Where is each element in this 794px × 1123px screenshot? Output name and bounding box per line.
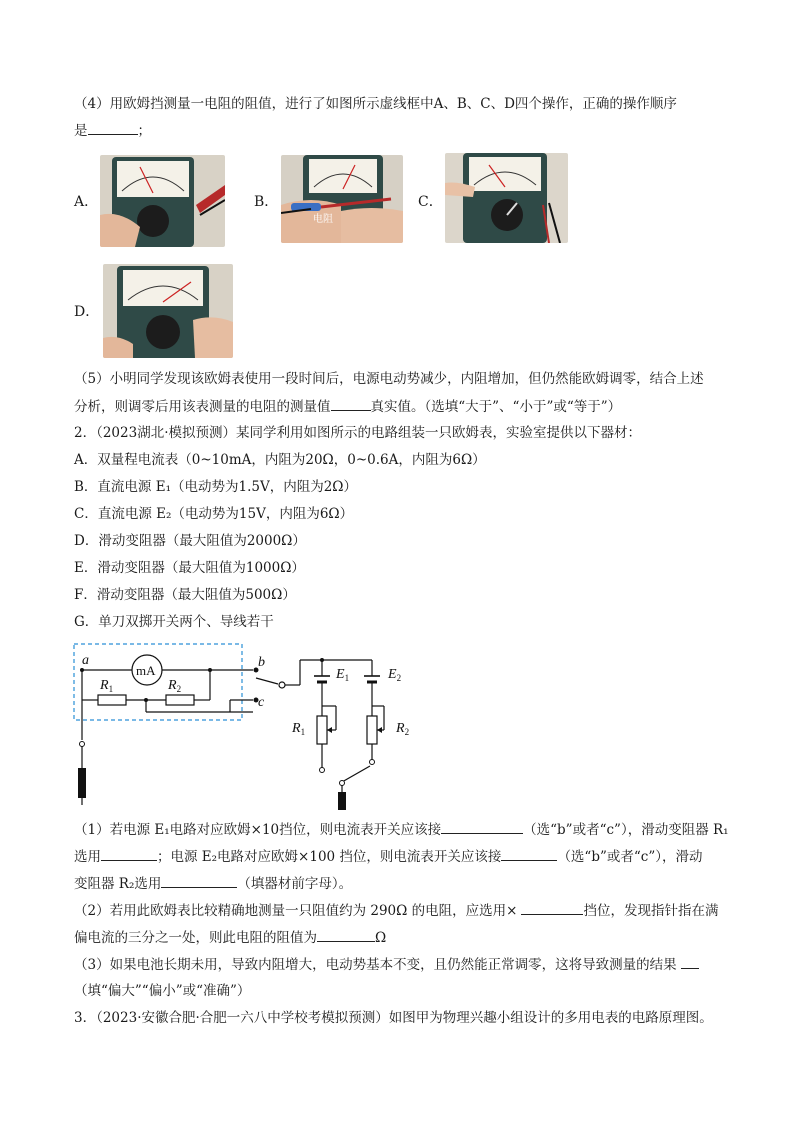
q2-p3-blank[interactable]: [681, 954, 699, 969]
q2-p1-text-d: ；电源 E₂电路对应欧姆×100 挡位，则电流表开关应该接: [157, 849, 502, 865]
q2-p1-blank-3[interactable]: [501, 846, 557, 861]
q2-p2-line1: [74, 900, 718, 921]
q2-p3-line1: [74, 954, 699, 975]
q4-answer-blank[interactable]: [88, 120, 138, 135]
q3-stem: 3．（2023·安徽合肥·合肥一六八中学校考模拟预测）如图甲为物理兴趣小组设计的多用电表的电路原理图。: [74, 1010, 713, 1026]
rheostat-r2: [367, 716, 377, 744]
q2-item-b: B．直流电源 E₁（电动势为1.5V，内阻为2Ω）: [74, 479, 357, 495]
photo-d-multimeter: [103, 264, 233, 358]
q2-p1-blank-4[interactable]: [161, 873, 237, 888]
photo-b-resistor-label: 电阻: [313, 214, 333, 225]
q2-item-g: G．单刀双掷开关两个、导线若干: [74, 614, 274, 630]
label-b: b: [258, 655, 265, 670]
q2-p2-text-d: Ω: [375, 930, 387, 946]
q2-p1-text-b: （选“b”或者“c”），滑动变阻器 R₁: [523, 822, 729, 838]
q2-item-f: F．滑动变阻器（最大阻值为500Ω）: [74, 587, 296, 603]
svg-text:R1: $R_1$: [100, 678, 114, 694]
q2-p1-text-c: 选用: [74, 849, 101, 865]
q2-p2-blank-1[interactable]: [521, 900, 583, 915]
svg-text:E2: $E_2$: [388, 667, 402, 683]
probe-right: [338, 792, 346, 810]
q2-item-a: A．双量程电流表（0~10mA，内阻为20Ω，0~0.6A，内阻为6Ω）: [74, 452, 486, 468]
rheostat-r1: [317, 716, 327, 744]
photo-a-multimeter: [100, 155, 225, 247]
label-c: c: [258, 695, 265, 710]
ohmmeter-circuit-diagram: [70, 640, 430, 810]
svg-text:R2: $R_2$: [396, 721, 410, 737]
q5-line2-prefix: 分析，则调零后用该表测量的电阻的测量值: [74, 399, 331, 415]
q2-item-d: D．滑动变阻器（最大阻值为2000Ω）: [74, 533, 306, 549]
lower-switch: [342, 766, 370, 782]
q2-p1-line3: [74, 873, 352, 894]
q2-p1-text-a: （1）若电源 E₁电路对应欧姆×10挡位，则电流表开关应该接: [74, 822, 442, 838]
meter-label: mA: [136, 663, 156, 678]
selector-switch: [256, 678, 278, 684]
q4-answer-suffix: ；: [137, 123, 151, 139]
q2-p2-text-a: （2）若用此欧姆表比较精确地测量一只阻值约为 290Ω 的电阻，应选用×: [74, 903, 518, 919]
q4-text: （4）用欧姆挡测量一电阻的阻值，进行了如图所示虚线框中A、B、C、D四个操作，正确的操作顺序: [74, 96, 677, 112]
q2-item-e: E．滑动变阻器（最大阻值为1000Ω）: [74, 560, 305, 576]
q2-p3-line2: （填“偏大”“偏小”或“准确”）: [74, 983, 251, 999]
probe-left: [78, 768, 86, 798]
svg-text:R1: $R_1$: [292, 721, 306, 737]
resistor-r1-meter: [98, 695, 126, 705]
q2-p1-line2: [74, 846, 703, 867]
q5-line2-suffix: 真实值。（选填“大于”、“小于”或“等于”）: [370, 399, 622, 415]
q2-item-c: C．直流电源 E₂（电动势为15V，内阻为6Ω）: [74, 506, 354, 522]
q2-p2-blank-2[interactable]: [317, 927, 375, 942]
svg-text:R2: $R_2$: [168, 678, 182, 694]
q2-stem: 2．（2023湖北·模拟预测）某同学利用如图所示的电路组装一只欧姆表，实验室提供以下器材：: [74, 425, 641, 441]
option-a-label: A．: [74, 194, 99, 210]
q2-p3-text-a: （3）如果电池长期未用，导致内阻增大，电动势基本不变，且仍然能正常调零，这将导致测量的结果: [74, 957, 677, 973]
option-d-label: D．: [74, 304, 100, 320]
q2-p1-blank-1[interactable]: [441, 819, 523, 834]
q2-p1-blank-2[interactable]: [101, 846, 157, 861]
svg-text:E1: $E_1$: [336, 667, 350, 683]
q2-p1-text-g: （填器材前字母）。: [237, 876, 353, 892]
q2-p2-text-b: 挡位，发现指针指在满: [583, 903, 719, 919]
q5-answer-blank[interactable]: [331, 396, 371, 411]
option-c-label: C．: [418, 194, 443, 210]
label-a: a: [82, 653, 89, 668]
q2-p1-text-f: 变阻器 R₂选用: [74, 876, 162, 892]
q2-p1-text-e: （选“b”或者“c”），滑动: [557, 849, 703, 865]
photo-c-multimeter: [445, 153, 568, 243]
q5-line2: [74, 396, 621, 417]
q4-answer-prefix: 是: [74, 123, 88, 139]
q2-p1-line1: [74, 819, 729, 840]
resistor-r2-meter: [166, 695, 194, 705]
photo-b-multimeter: [281, 155, 403, 243]
option-b-label: B．: [254, 194, 279, 210]
q2-p2-text-c: 偏电流的三分之一处，则此电阻的阻值为: [74, 930, 317, 946]
q5-line1: （5）小明同学发现该欧姆表使用一段时间后，电源电动势减少，内阻增加，但仍然能欧姆调零，结合上述: [74, 371, 704, 387]
q4-text-line2: [74, 120, 151, 141]
q2-p2-line2: [74, 927, 386, 948]
